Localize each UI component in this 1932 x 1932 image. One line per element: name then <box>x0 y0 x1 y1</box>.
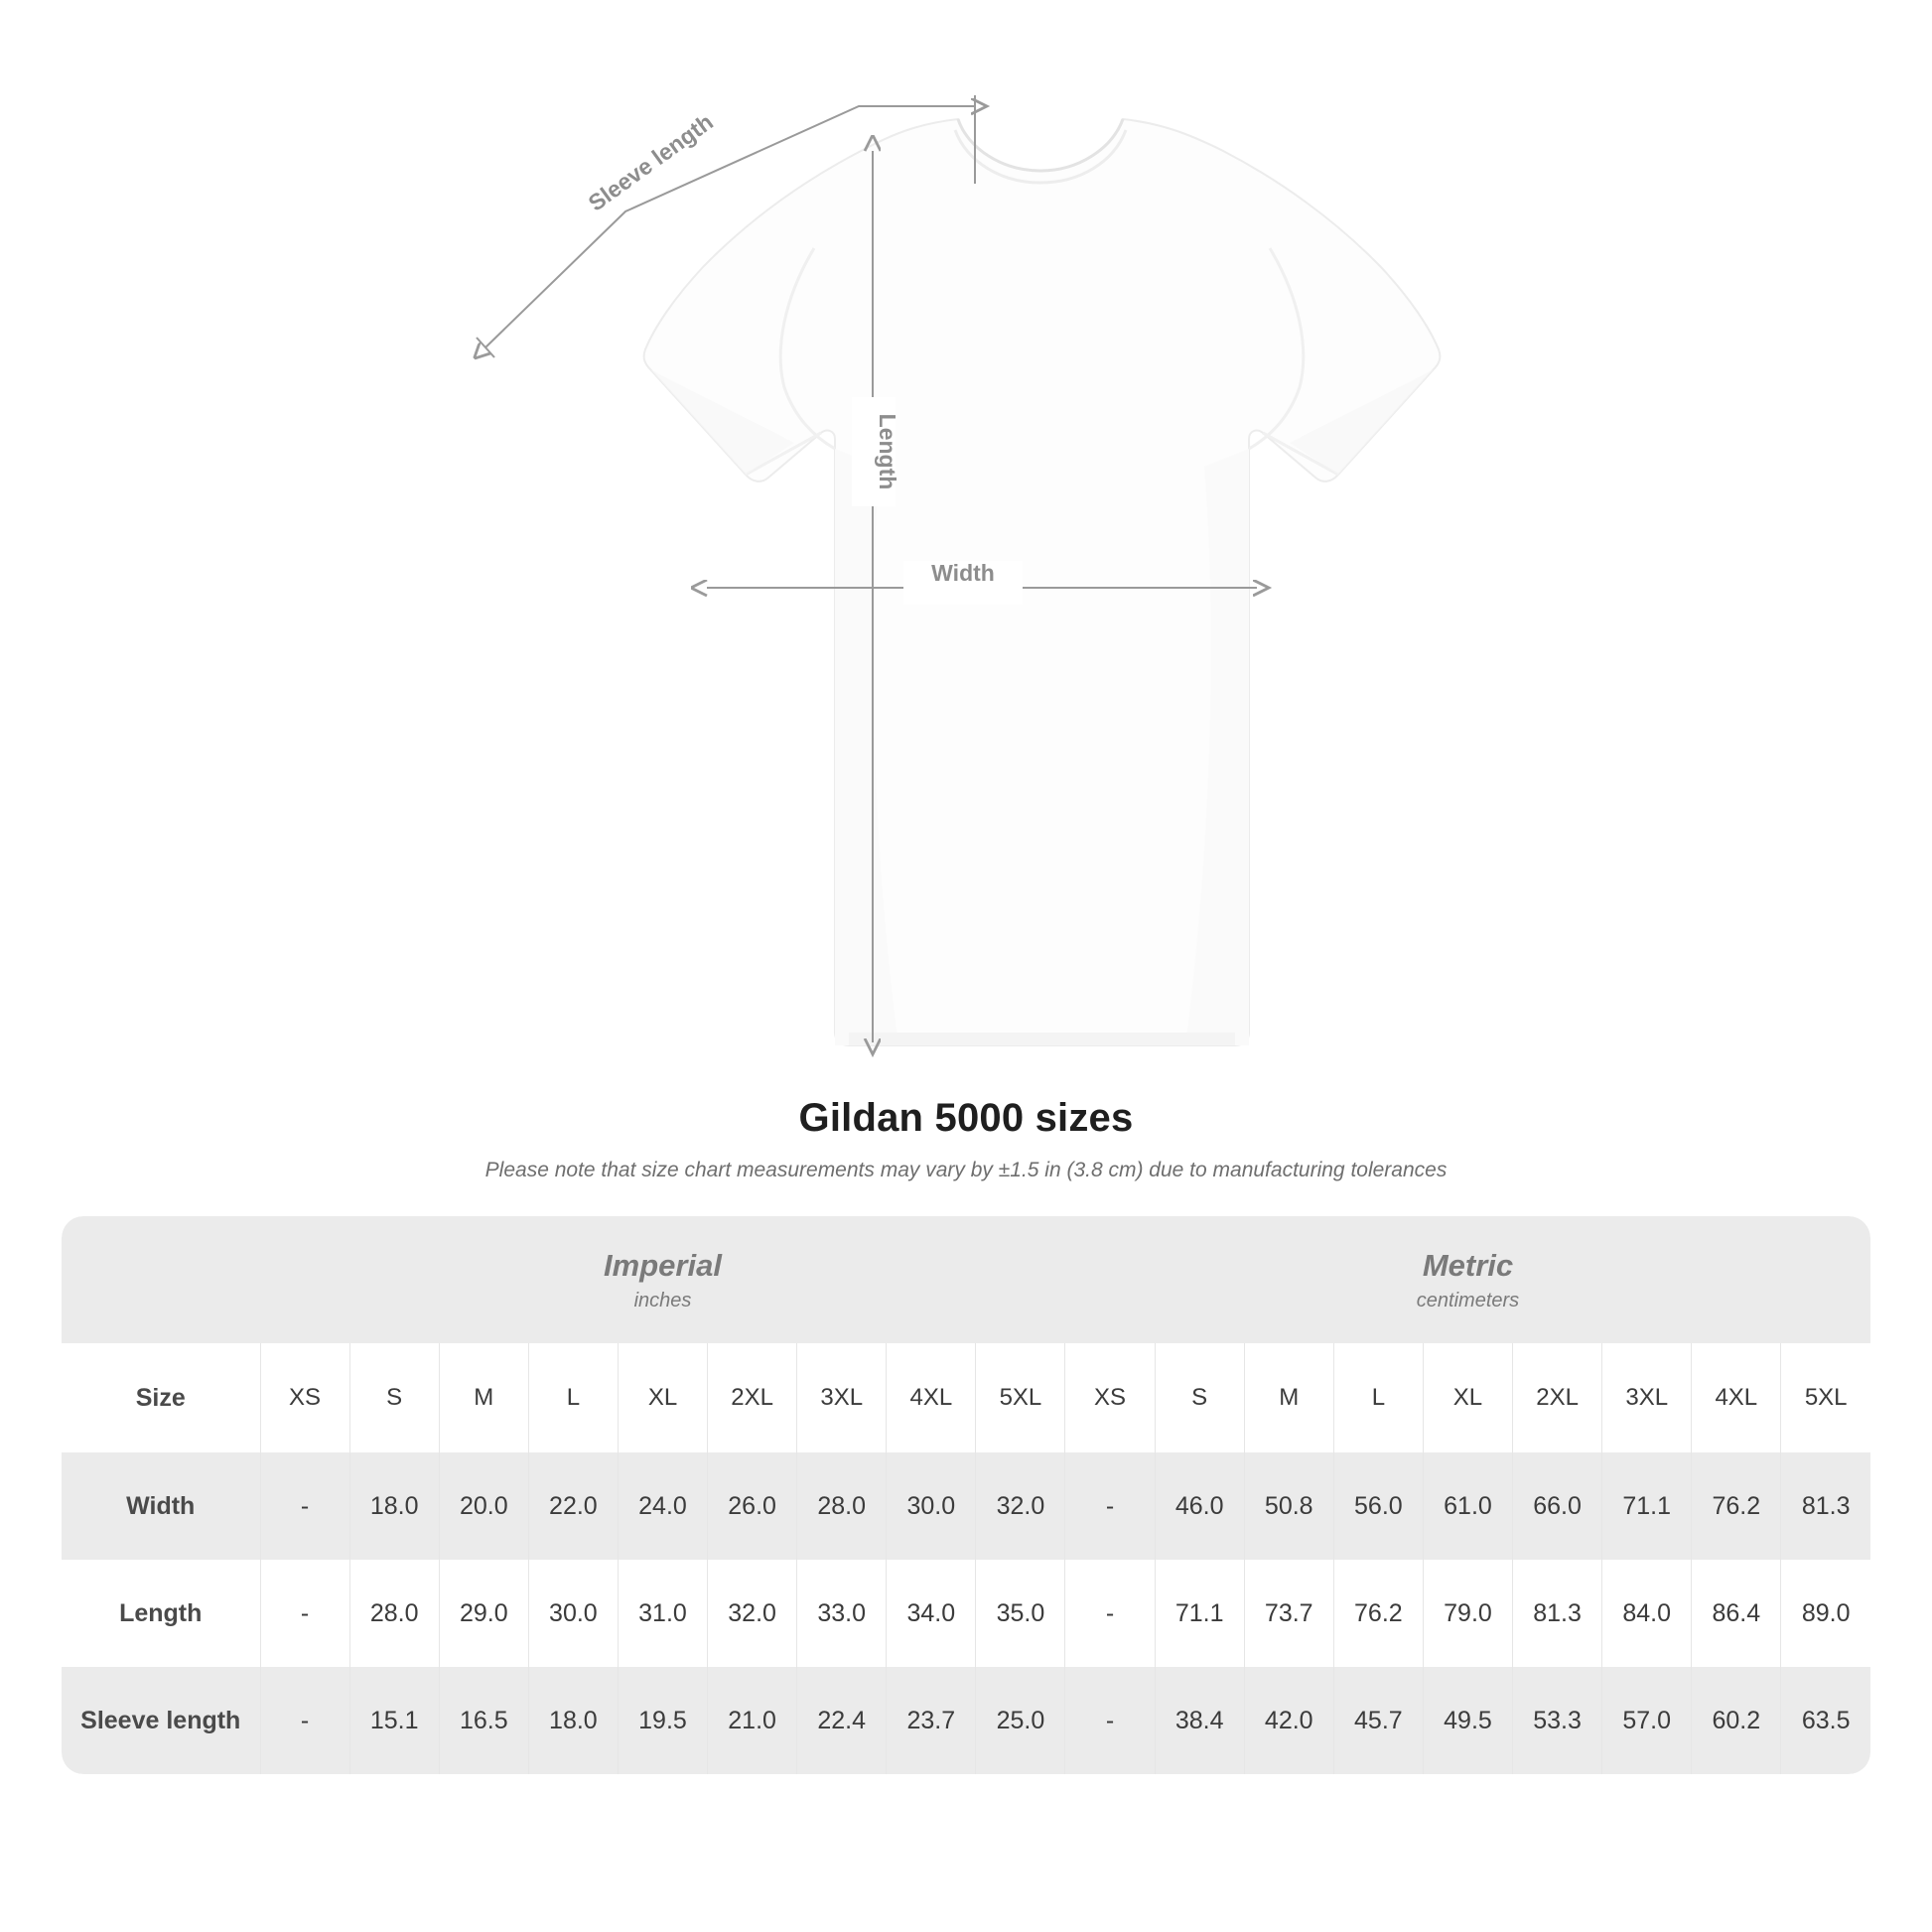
table-row <box>62 1560 1870 1667</box>
cell: 21.0 <box>708 1667 797 1774</box>
col-head-imperial-m: M <box>439 1343 528 1452</box>
col-head-metric-s: S <box>1155 1343 1244 1452</box>
table-row <box>62 1452 1870 1560</box>
cell: 32.0 <box>708 1560 797 1667</box>
col-head-metric-xl: XL <box>1423 1343 1512 1452</box>
metric-sub-label: centimeters <box>1416 1290 1520 1312</box>
tshirt-shape <box>644 119 1441 1045</box>
size-header-row <box>62 1343 1870 1452</box>
col-head-imperial-5xl: 5XL <box>976 1343 1065 1452</box>
cell: 20.0 <box>439 1452 528 1560</box>
cell: 73.7 <box>1244 1560 1333 1667</box>
cell: 76.2 <box>1692 1452 1781 1560</box>
cell: 16.5 <box>439 1667 528 1774</box>
cell: 76.2 <box>1333 1560 1423 1667</box>
title-block <box>0 1096 1932 1182</box>
cell: 81.3 <box>1513 1560 1602 1667</box>
cell: 50.8 <box>1244 1452 1333 1560</box>
cell: 45.7 <box>1333 1667 1423 1774</box>
cell: 81.3 <box>1781 1452 1870 1560</box>
cell: 71.1 <box>1602 1452 1692 1560</box>
cell: 79.0 <box>1423 1560 1512 1667</box>
cell: 29.0 <box>439 1560 528 1667</box>
size-header-label: Size <box>62 1343 260 1452</box>
cell: - <box>260 1452 349 1560</box>
cell: 23.7 <box>887 1667 976 1774</box>
col-head-imperial-2xl: 2XL <box>708 1343 797 1452</box>
cell: 34.0 <box>887 1560 976 1667</box>
cell: 53.3 <box>1513 1667 1602 1774</box>
unit-row-spacer <box>62 1216 260 1343</box>
cell: 89.0 <box>1781 1560 1870 1667</box>
cell: 24.0 <box>618 1452 707 1560</box>
cell: 38.4 <box>1155 1667 1244 1774</box>
sleeve-length-label: Sleeve length <box>583 108 718 216</box>
cell: 86.4 <box>1692 1560 1781 1667</box>
col-head-imperial-xs: XS <box>260 1343 349 1452</box>
col-head-metric-xs: XS <box>1065 1343 1155 1452</box>
row-label-sleeve-length: Sleeve length <box>62 1667 260 1774</box>
size-table <box>62 1216 1870 1774</box>
cell: 60.2 <box>1692 1667 1781 1774</box>
row-label-length: Length <box>62 1560 260 1667</box>
row-label-width: Width <box>62 1452 260 1560</box>
col-head-imperial-xl: XL <box>618 1343 707 1452</box>
cell: 15.1 <box>349 1667 439 1774</box>
col-head-metric-l: L <box>1333 1343 1423 1452</box>
cell: 22.4 <box>797 1667 887 1774</box>
cell: 42.0 <box>1244 1667 1333 1774</box>
cell: 30.0 <box>528 1560 618 1667</box>
col-head-metric-3xl: 3XL <box>1602 1343 1692 1452</box>
table-row <box>62 1667 1870 1774</box>
cell: 30.0 <box>887 1452 976 1560</box>
cell: 49.5 <box>1423 1667 1512 1774</box>
width-label: Width <box>931 560 995 586</box>
cell: 18.0 <box>528 1667 618 1774</box>
cell: 57.0 <box>1602 1667 1692 1774</box>
cell: 35.0 <box>976 1560 1065 1667</box>
unit-group-metric <box>1065 1216 1870 1343</box>
cell: - <box>1065 1452 1155 1560</box>
cell: - <box>260 1667 349 1774</box>
cell: 18.0 <box>349 1452 439 1560</box>
cell: 31.0 <box>618 1560 707 1667</box>
page-title: Gildan 5000 sizes <box>798 1096 1134 1140</box>
col-head-imperial-l: L <box>528 1343 618 1452</box>
col-head-metric-m: M <box>1244 1343 1333 1452</box>
cell: 28.0 <box>797 1452 887 1560</box>
metric-label: Metric <box>1422 1247 1514 1283</box>
cell: 46.0 <box>1155 1452 1244 1560</box>
col-head-metric-4xl: 4XL <box>1692 1343 1781 1452</box>
cell: 71.1 <box>1155 1560 1244 1667</box>
cell: - <box>260 1560 349 1667</box>
cell: - <box>1065 1560 1155 1667</box>
cell: 84.0 <box>1602 1560 1692 1667</box>
col-head-imperial-4xl: 4XL <box>887 1343 976 1452</box>
cell: 26.0 <box>708 1452 797 1560</box>
cell: 61.0 <box>1423 1452 1512 1560</box>
cell: 33.0 <box>797 1560 887 1667</box>
cell: 63.5 <box>1781 1667 1870 1774</box>
length-label: Length <box>875 413 900 490</box>
cell: 25.0 <box>976 1667 1065 1774</box>
cell: 22.0 <box>528 1452 618 1560</box>
unit-group-imperial <box>260 1216 1065 1343</box>
col-head-imperial-s: S <box>349 1343 439 1452</box>
cell: - <box>1065 1667 1155 1774</box>
unit-group-row <box>62 1216 1870 1343</box>
size-table-container <box>62 1216 1870 1774</box>
col-head-imperial-3xl: 3XL <box>797 1343 887 1452</box>
imperial-sub-label: inches <box>633 1290 692 1312</box>
cell: 28.0 <box>349 1560 439 1667</box>
cell: 19.5 <box>618 1667 707 1774</box>
cell: 56.0 <box>1333 1452 1423 1560</box>
cell: 66.0 <box>1513 1452 1602 1560</box>
imperial-label: Imperial <box>604 1247 722 1283</box>
tolerance-note: Please note that size chart measurements may vary by ±1.5 in (3.8 cm) due to manufacturing tolerances <box>484 1159 1448 1181</box>
cell: 32.0 <box>976 1452 1065 1560</box>
col-head-metric-2xl: 2XL <box>1513 1343 1602 1452</box>
col-head-metric-5xl: 5XL <box>1781 1343 1870 1452</box>
